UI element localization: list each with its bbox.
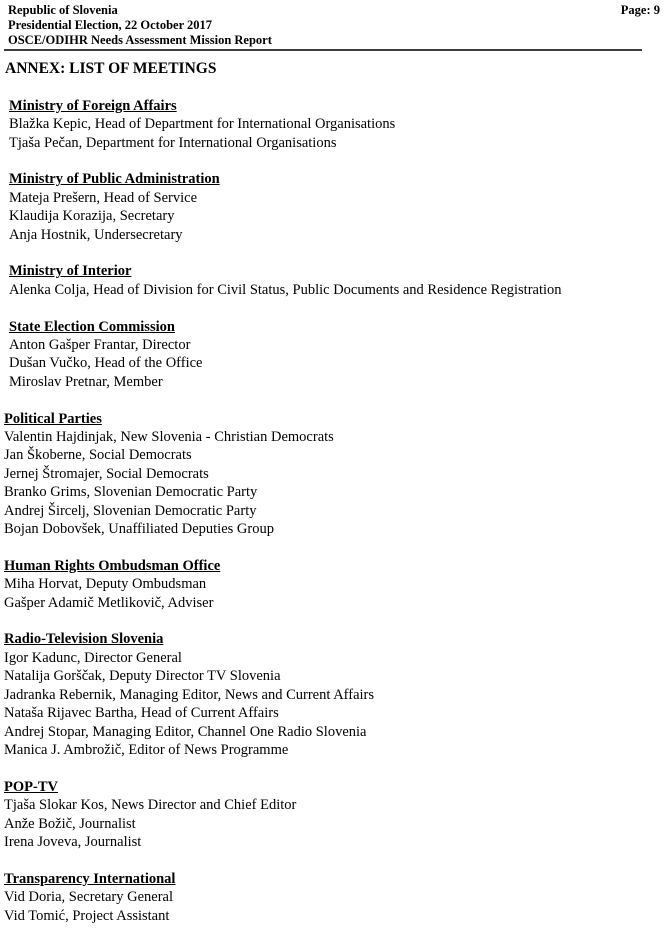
meeting-entry: Jadranka Rebernik, Managing Editor, News and Current Affairs (4, 686, 375, 703)
meeting-entry: Anja Hostnik, Undersecretary (9, 226, 183, 243)
meeting-section (4, 410, 661, 539)
section-entries (4, 796, 661, 851)
meeting-entry: Vid Tomić, Project Assistant (4, 907, 170, 924)
meeting-entry: Manica J. Ambrožič, Editor of News Programme (4, 741, 289, 758)
section-heading: Ministry of Foreign Affairs (9, 97, 177, 114)
meeting-section (4, 318, 661, 392)
meeting-entry: Jernej Štromajer, Social Democrats (4, 465, 209, 482)
meeting-entry: Andrej Šircelj, Slovenian Democratic Party (4, 502, 257, 519)
section-heading: Human Rights Ombudsman Office (4, 557, 221, 574)
meeting-entry: Anton Gašper Frantar, Director (9, 337, 191, 354)
header-election-line: Presidential Election, 22 October 2017 (8, 18, 213, 32)
meeting-entry: Nataša Rijavec Bartha, Head of Current Affairs (4, 705, 279, 722)
meeting-entry: Branko Grims, Slovenian Democratic Party (4, 484, 258, 501)
meeting-entry: Tjaša Pečan, Department for International Organisations (9, 134, 337, 151)
meeting-section (4, 870, 661, 925)
meeting-sections (4, 97, 661, 925)
section-heading: Ministry of Interior (9, 263, 132, 280)
section-entries (9, 115, 661, 152)
header-report-line: OSCE/ODIHR Needs Assessment Mission Report (8, 33, 272, 47)
meeting-entry: Gašper Adamič Metlikovič, Adviser (4, 594, 214, 611)
meeting-entry: Tjaša Slokar Kos, News Director and Chief Editor (4, 797, 297, 814)
meeting-entry: Mateja Prešern, Head of Service (9, 189, 198, 206)
meeting-entry: Blažka Kepic, Head of Department for International Organisations (9, 116, 396, 133)
annex-title: ANNEX: LIST OF MEETINGS (5, 60, 217, 77)
section-heading: State Election Commission (9, 318, 175, 335)
section-entries (9, 281, 661, 299)
header-org-line: Republic of Slovenia (8, 3, 118, 17)
meeting-entry: Andrej Stopar, Managing Editor, Channel One Radio Slovenia (4, 723, 367, 740)
meeting-entry: Miha Horvat, Deputy Ombudsman (4, 576, 207, 593)
section-entries (4, 428, 661, 538)
section-entries (9, 189, 661, 244)
section-heading: Ministry of Public Administration (9, 171, 220, 188)
section-heading: POP-TV (4, 778, 58, 795)
meeting-entry: Jan Škoberne, Social Democrats (4, 447, 192, 464)
meeting-section (4, 630, 661, 759)
meeting-entry: Vid Doria, Secretary General (4, 889, 174, 906)
meeting-section (4, 170, 661, 244)
header-title-block (8, 3, 272, 48)
section-entries (4, 575, 661, 612)
meeting-entry: Alenka Colja, Head of Division for Civil Status, Public Documents and Residence Registration (9, 281, 562, 298)
page-header (4, 3, 661, 48)
meeting-entry: Irena Joveva, Journalist (4, 833, 142, 850)
page-number: Page: 9 (620, 3, 660, 17)
section-entries (9, 336, 661, 391)
meeting-entry: Bojan Dobovšek, Unaffiliated Deputies Group (4, 521, 274, 538)
meeting-entry: Anže Božič, Journalist (4, 815, 136, 832)
meeting-entry: Klaudija Korazija, Secretary (9, 208, 175, 225)
meeting-entry: Dušan Vučko, Head of the Office (9, 355, 203, 372)
meeting-entry: Igor Kadunc, Director General (4, 649, 182, 666)
meeting-entry: Natalija Gorščak, Deputy Director TV Slovenia (4, 668, 281, 685)
section-heading: Political Parties (4, 410, 102, 427)
meeting-entry: Valentin Hajdinjak, New Slovenia - Christian Democrats (4, 429, 334, 446)
meeting-section (4, 778, 661, 852)
meeting-section (4, 262, 661, 299)
meeting-section (4, 97, 661, 152)
header-rule (4, 49, 642, 51)
section-entries (4, 649, 661, 759)
meeting-entry: Miroslav Pretnar, Member (9, 373, 163, 390)
section-heading: Radio-Television Slovenia (4, 631, 164, 648)
meeting-section (4, 557, 661, 612)
section-heading: Transparency International (4, 870, 176, 887)
section-entries (4, 888, 661, 925)
